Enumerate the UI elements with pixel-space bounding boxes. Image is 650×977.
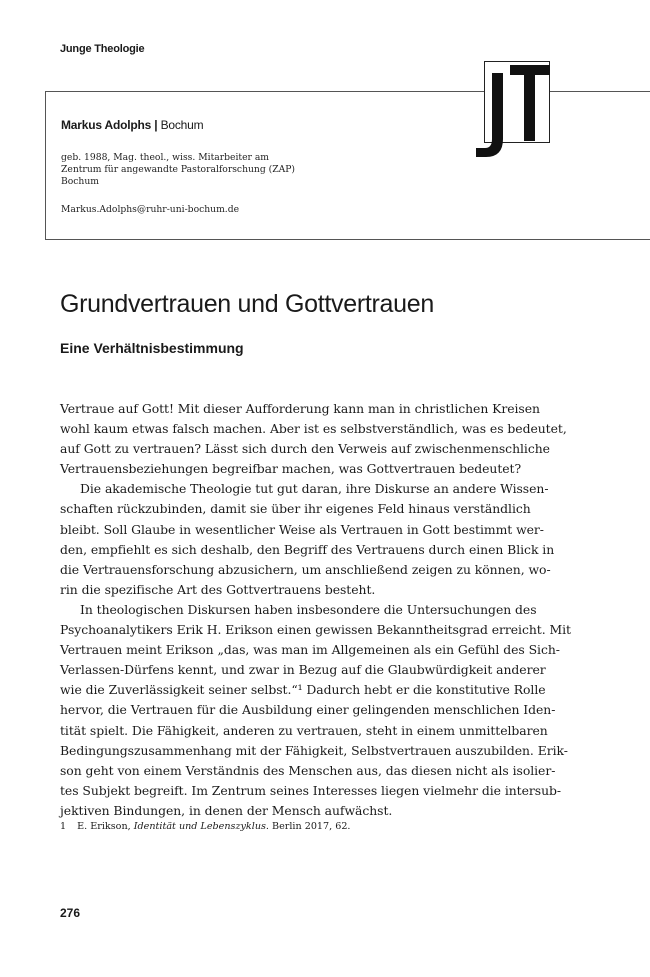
body-line: bleibt. Soll Glaube in wesentlicher Weise als Vertrauen in Gott bestimmt wer- [60,521,544,537]
body-line: Vertrauensbeziehungen begreifbar machen, was Gottvertrauen bedeutet? [60,461,522,477]
body-line: die Vertrauensforschung abzusichern, um anschließend zeigen zu können, wo- [60,561,551,577]
body-line: Vertrauen meint Erikson „das, was man im Allgemeinen als ein Gefühl des Sich- [60,642,560,658]
author-name: Markus Adolphs [61,118,152,132]
footnote-number: 1 [60,821,67,832]
author-bio: geb. 1988, Mag. theol., wiss. Mitarbeiter am Zentrum für angewandte Pastoralforschung (ZAP) Bochum [61,152,296,187]
article-subtitle: Eine Verhältnisbestimmung [60,340,244,356]
footnote-work: Identität und Lebenszyklus. [133,821,269,832]
body-line: Verlassen-Dürfens kennt, und zwar in Bezug auf die Glaubwürdigkeit anderer [60,662,546,678]
body-line: son geht von einem Verständnis des Menschen aus, das diesen nicht als isolier- [60,762,556,778]
author-box [45,91,650,240]
jt-logo-icon [476,61,554,159]
body-line: tität spielt. Die Fähigkeit, anderen zu vertrauen, steht in einem unmittelbaren [60,722,548,738]
body-line: wie die Zuverlässigkeit seiner selbst.“¹ Dadurch hebt er die konstitutive Rolle [60,682,546,698]
body-line: Die akademische Theologie tut gut daran, ihre Diskurse an andere Wissen- [80,481,549,497]
series-title: Junge Theologie [60,43,145,55]
footnote [60,821,350,832]
article-title: Grundvertrauen und Gottvertrauen [60,290,434,318]
footnote-rest: Berlin 2017, 62. [272,821,351,832]
body-line: schaften rückzubinden, damit sie über ihr eigenes Feld hinaus verständlich [60,501,531,517]
body-line: hervor, die Vertrauen für die Ausbildung einer gelingenden menschlichen Iden- [60,702,556,718]
author-location: Bochum [160,118,204,132]
body-line: In theologischen Diskursen haben insbesondere die Untersuchungen des [80,601,537,617]
body-line: tes Subjekt begreift. Im Zentrum seines Interesses liegen vielmehr die intersub- [60,782,562,798]
jt-logo-glyph [476,61,554,159]
article-body [60,399,571,821]
body-line: Bedingungszusammenhang mit der Fähigkeit, Selbstvertrauen auszubilden. Erik- [60,742,568,758]
footnote-author: E. Erikson, [77,821,131,832]
author-separator: | [154,118,158,132]
author-byline [61,118,203,132]
body-line: Vertraue auf Gott! Mit dieser Aufforderung kann man in christlichen Kreisen [60,401,540,416]
body-line: Psychoanalytikers Erik H. Erikson einen gewissen Bekanntheitsgrad erreicht. Mit [60,622,571,638]
body-line: rin die spezifische Art des Gottvertrauens besteht. [60,581,376,597]
body-line: den, empfiehlt es sich deshalb, den Begriff des Vertrauens durch einen Blick in [60,541,555,557]
author-email[interactable]: Markus.Adolphs@ruhr-uni-bochum.de [61,204,240,215]
body-line: wohl kaum etwas falsch machen. Aber ist es selbstverständlich, was es bedeutet, [60,421,567,437]
body-line: auf Gott zu vertrauen? Lässt sich durch den Verweis auf zwischenmenschliche [60,441,550,457]
body-line: jektiven Bindungen, in denen der Mensch aufwächst. [60,802,393,818]
page-number: 276 [60,906,81,920]
